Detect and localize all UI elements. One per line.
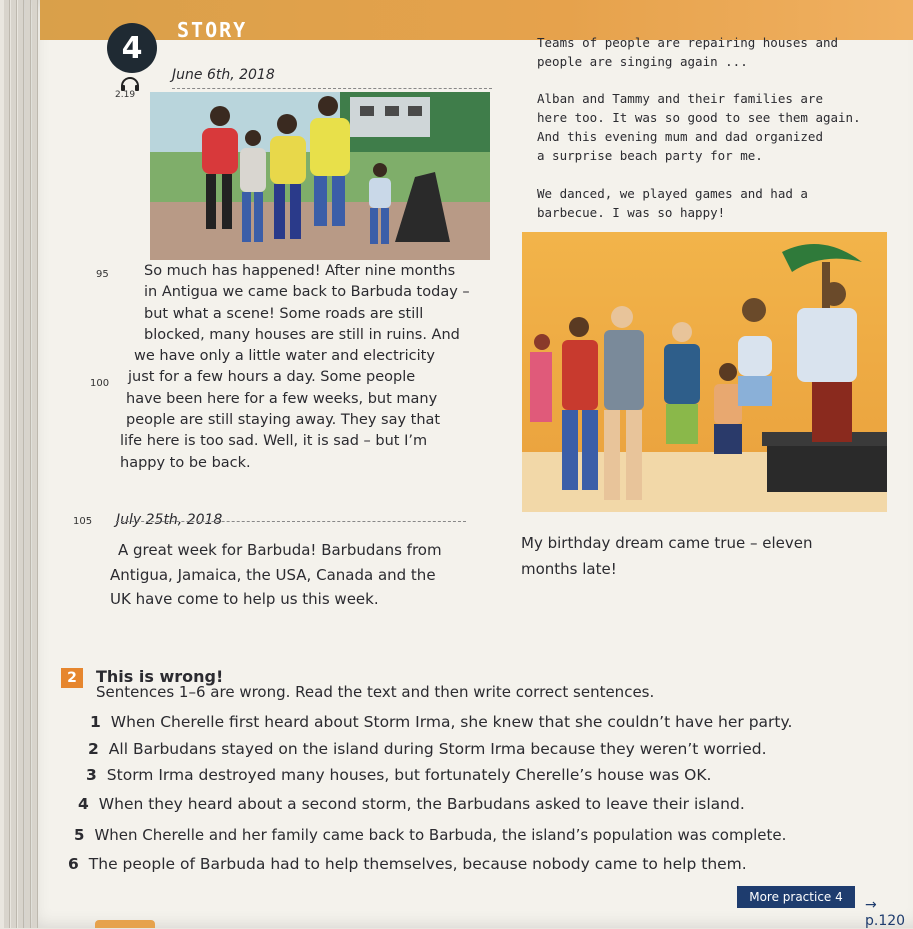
story-text-right	[537, 89, 861, 165]
text-line: A great week for Barbuda! Barbudans from	[118, 541, 442, 559]
sentence-number: 1	[90, 713, 101, 731]
text-line: we have only a little water and electricity	[134, 348, 435, 365]
text-line: just for a few hours a day. Some people	[128, 369, 416, 386]
sentence-text: When they heard about a second storm, the Barbudans asked to leave their island.	[98, 795, 745, 813]
text-line: people are singing again ...	[537, 54, 748, 69]
text-line: here too. It was so good to see them again.	[537, 110, 861, 125]
sentence-number: 3	[86, 766, 97, 784]
text-line: Alban and Tammy and their families are	[537, 91, 823, 106]
text-line: And this evening mum and dad organized	[537, 129, 823, 144]
story-text-right	[537, 33, 838, 71]
entry-text	[110, 538, 442, 612]
text-line: blocked, many houses are still in ruins. And	[144, 326, 460, 343]
sentence-number: 4	[78, 795, 89, 813]
entry-text	[117, 261, 470, 474]
text-line: but what a scene! Some roads are still	[144, 305, 424, 322]
page-edge	[32, 0, 38, 928]
exercise-number-badge: 2	[61, 668, 83, 688]
page-tab	[95, 920, 155, 928]
page-edge	[18, 0, 24, 928]
line-number: 95	[96, 269, 109, 280]
text-line: So much has happened! After nine months	[144, 263, 456, 279]
page-reference: → p.120	[865, 897, 906, 929]
text-line: have been here for a few weeks, but many	[126, 390, 438, 407]
beach-party-illustration	[522, 232, 887, 512]
text-line: people are still staying away. They say that	[126, 412, 441, 429]
sentence-number: 5	[74, 826, 85, 844]
text-line: Teams of people are repairing houses and	[537, 35, 839, 50]
text-line: barbecue. I was so happy!	[537, 205, 726, 220]
exercise-title: This is wrong!	[96, 667, 224, 686]
section-number-badge: 4	[107, 23, 157, 73]
exercise-sentence	[86, 766, 711, 784]
entry-date: July 25th, 2018	[116, 512, 223, 528]
entry-text-right	[521, 530, 812, 582]
sentence-text: When Cherelle first heard about Storm Irma, she knew that she couldn’t have her party.	[110, 713, 793, 731]
exercise-sentence	[90, 713, 792, 731]
exercise-sentence	[74, 826, 786, 844]
text-line: Antigua, Jamaica, the USA, Canada and the	[110, 565, 436, 584]
page-edge	[25, 0, 31, 928]
text-line: life here is too sad. Well, it is sad – but I’m	[120, 433, 428, 450]
sentence-text: The people of Barbuda had to help themselves, because nobody came to help them.	[88, 855, 747, 873]
text-line: in Antigua we came back to Barbuda today –	[144, 284, 470, 301]
sentence-number: 6	[68, 855, 79, 873]
line-number: 105	[73, 516, 93, 527]
text-line: a surprise beach party for me.	[537, 148, 763, 163]
page-edge	[4, 0, 10, 928]
sentence-text: All Barbudans stayed on the island during Storm Irma because they weren’t worried.	[108, 740, 767, 758]
more-practice-badge: More practice 4	[737, 886, 855, 908]
audio-track-number: 2.19	[115, 90, 136, 100]
text-line: We danced, we played games and had a	[537, 186, 808, 201]
exercise-sentence	[78, 795, 745, 813]
exercise-sentence	[68, 855, 747, 873]
sentence-text: Storm Irma destroyed many houses, but fortunately Cherelle’s house was OK.	[106, 766, 712, 784]
text-line: My birthday dream came true – eleven	[521, 534, 813, 552]
family-walking-illustration	[150, 92, 490, 260]
divider	[172, 88, 492, 89]
text-line: happy to be back.	[120, 454, 251, 471]
sentence-text: When Cherelle and her family came back to Barbuda, the island’s population was complete.	[94, 826, 787, 844]
story-text-right	[537, 184, 808, 222]
entry-date: June 6th, 2018	[172, 67, 275, 83]
page-edge	[11, 0, 17, 928]
sentence-number: 2	[88, 740, 99, 758]
exercise-sentence	[88, 740, 767, 758]
text-line: months late!	[521, 560, 617, 578]
exercise-instructions: Sentences 1–6 are wrong. Read the text and then write correct sentences.	[96, 683, 655, 701]
text-line: UK have come to help us this week.	[110, 590, 379, 608]
divider	[116, 521, 466, 522]
section-label: STORY	[177, 18, 248, 42]
line-number: 100	[90, 378, 110, 389]
